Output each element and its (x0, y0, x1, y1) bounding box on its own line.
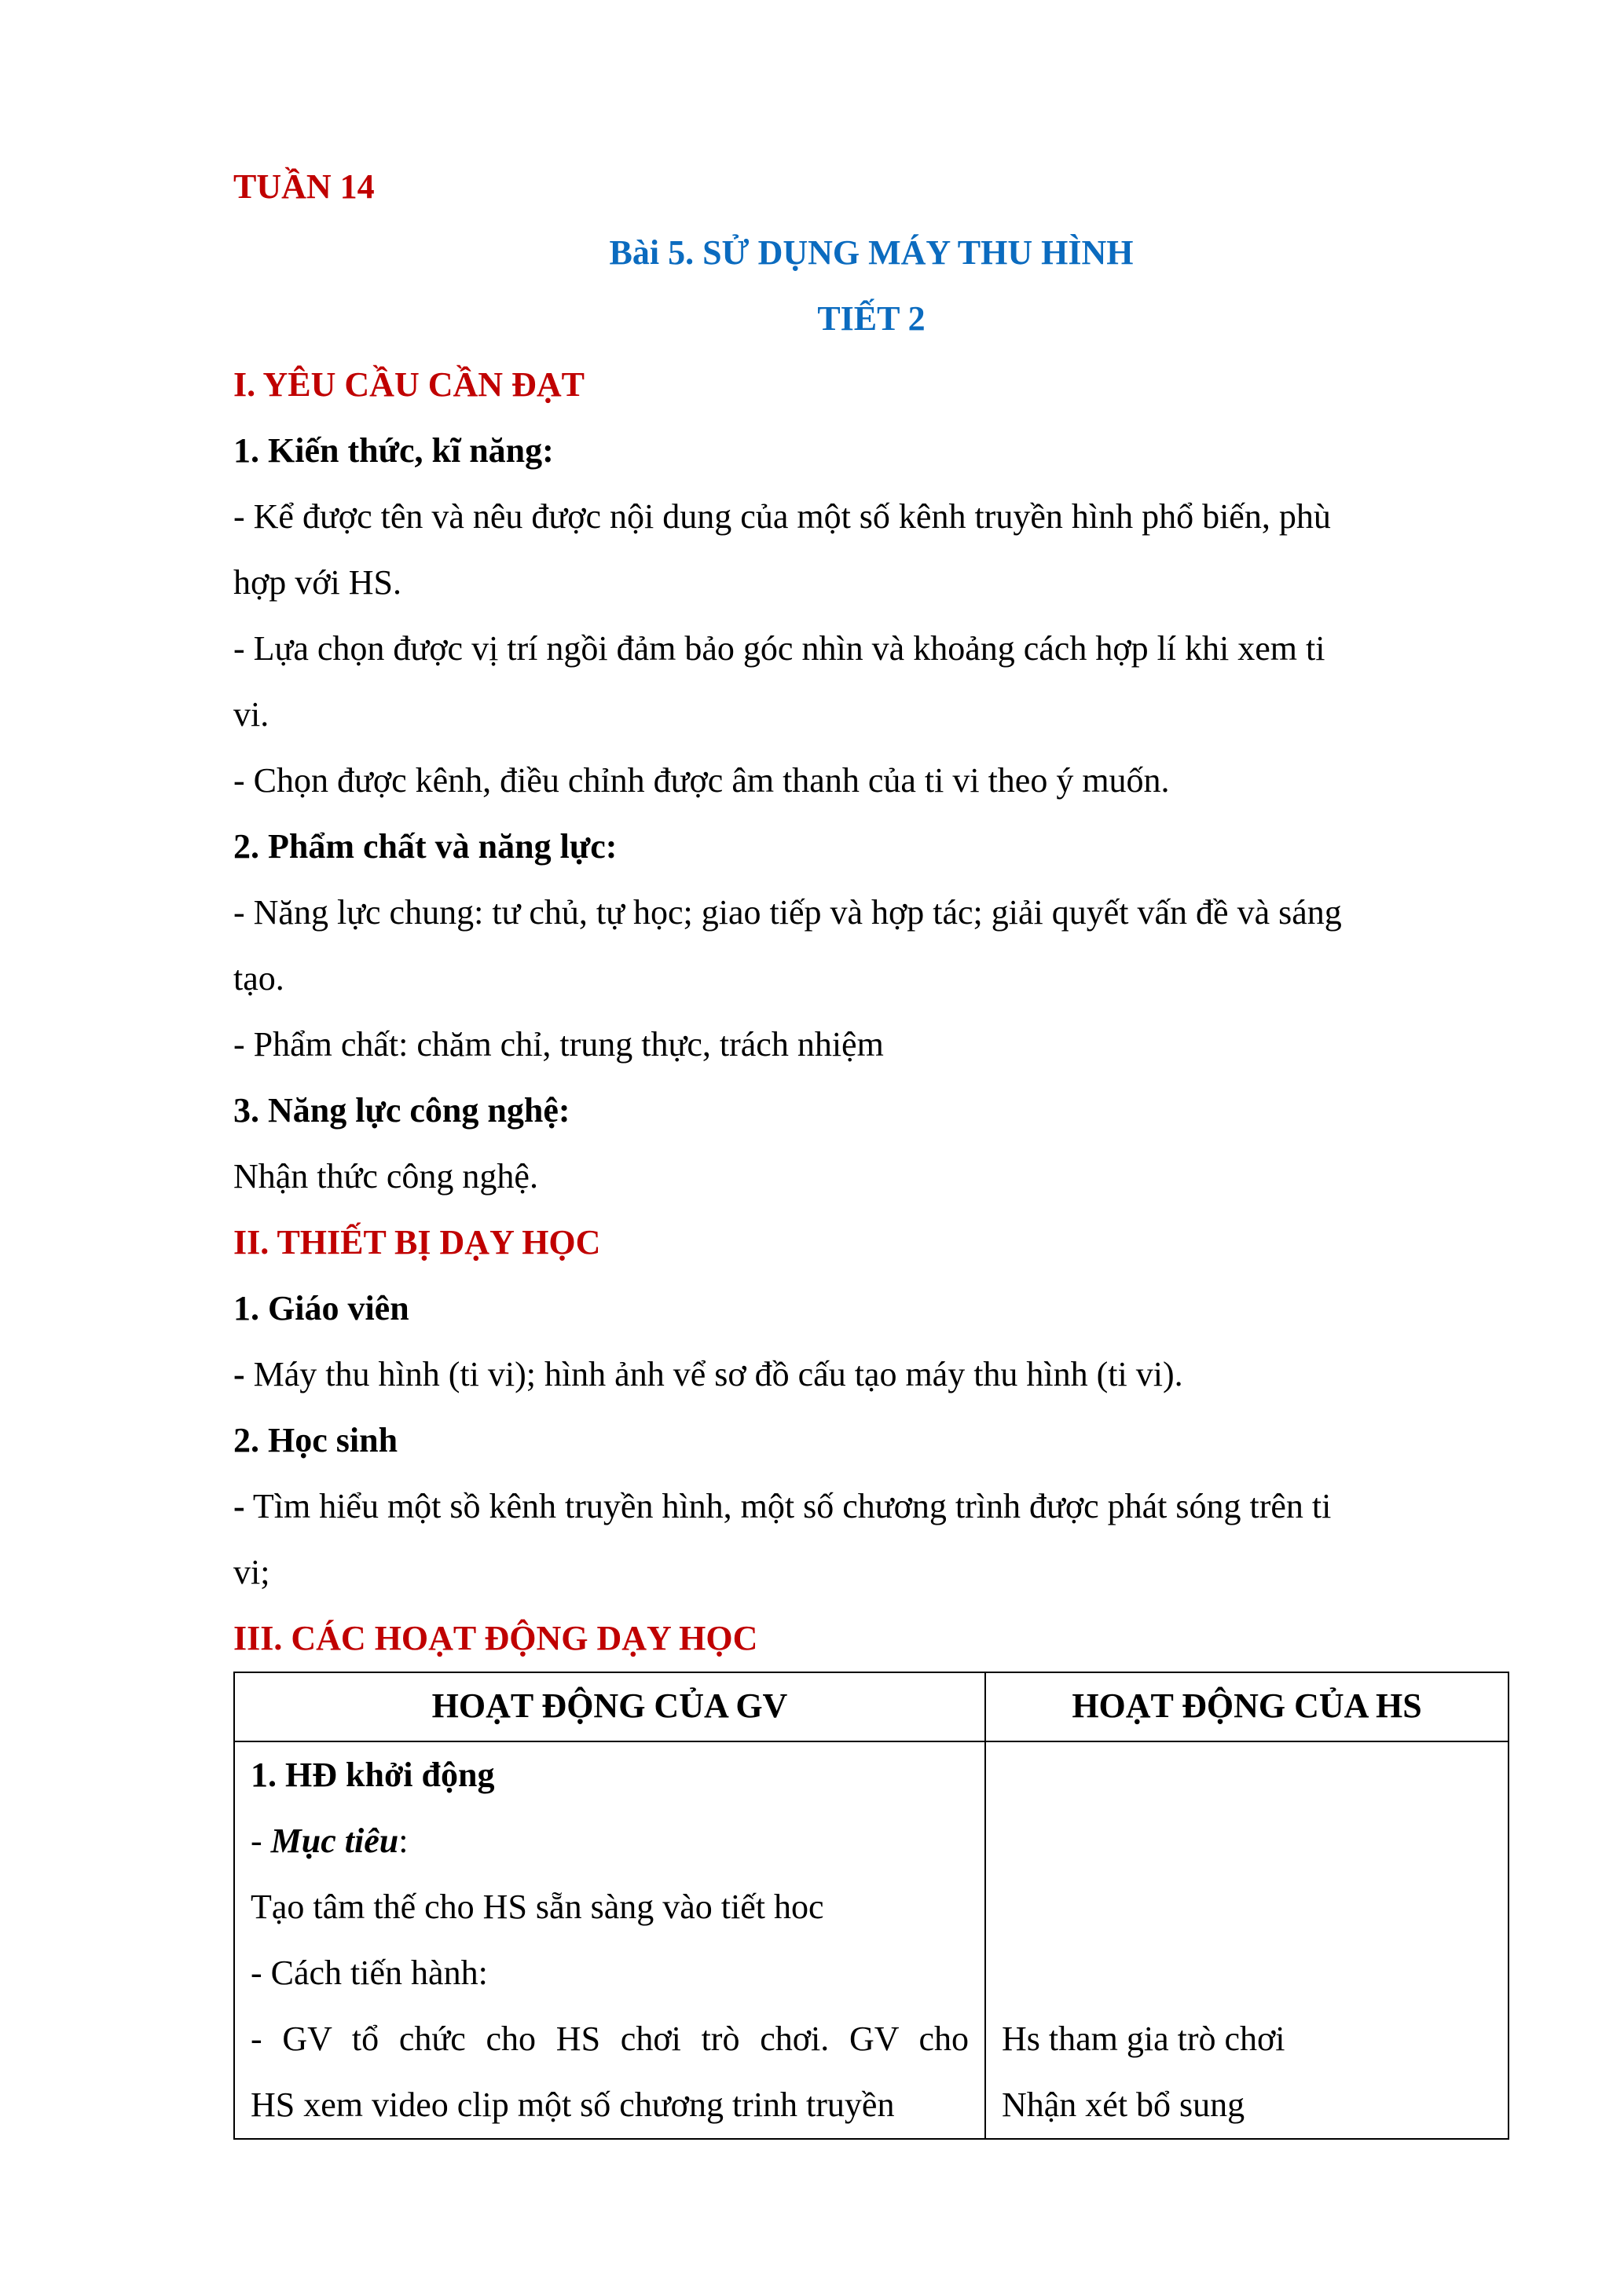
student-response-line-2: Nhận xét bổ sung (1002, 2085, 1245, 2124)
week-label: TUẦN 14 (233, 167, 375, 206)
spacer-line (1002, 1742, 1492, 1808)
student-item-text: Tìm hiểu một sồ kênh truyền hình, một số chương trình được phát sóng trên ti (244, 1487, 1332, 1525)
activity-goal-text: Tạo tâm thế cho HS sẵn sàng vào tiết hoc (251, 1888, 824, 1926)
teacher-item-dash: - (233, 1355, 245, 1393)
teacher-item-text: Máy thu hình (ti vi); hình ảnh vể sơ đồ cấu tạo máy thu hình (ti vi). (244, 1355, 1183, 1393)
knowledge-item-2-line-1: - Lựa chọn được vị trí ngồi đảm bảo góc nhìn và khoảng cách hợp lí khi xem ti (233, 629, 1325, 668)
table-row (234, 1741, 1509, 2139)
column-header-students: HOẠT ĐỘNG CỦA HS (985, 1672, 1509, 1741)
goal-label: Mục tiêu (270, 1822, 399, 1860)
goal-colon: : (398, 1822, 409, 1860)
spacer-line (1002, 1808, 1492, 1874)
quality-item-2: - Phẩm chất: chăm chỉ, trung thực, trách nhiệm (233, 1025, 884, 1064)
student-prep-item-line-1 (233, 1474, 1509, 1540)
section-heading-equipment: II. THIẾT BỊ DẠY HỌC (233, 1223, 601, 1262)
activity-method-label: - Cách tiến hành: (251, 1954, 488, 1992)
knowledge-item-3: - Chọn được kênh, điều chỉnh được âm thanh của ti vi theo ý muốn. (233, 761, 1170, 800)
subheading-qualities: 2. Phẩm chất và năng lực: (233, 827, 618, 866)
knowledge-item-1-line-1: - Kể được tên và nêu được nội dung của một số kênh truyền hình phổ biến, phù (233, 497, 1331, 536)
lesson-title: Bài 5. SỬ DỤNG MÁY THU HÌNH (609, 233, 1134, 272)
subheading-students: 2. Học sinh (233, 1421, 398, 1459)
table-header-row (234, 1672, 1509, 1741)
subheading-tech-competence: 3. Năng lực công nghệ: (233, 1091, 570, 1130)
spacer-line (1002, 1940, 1492, 2006)
subheading-knowledge-skills: 1. Kiến thức, kĩ năng: (233, 431, 554, 470)
quality-item-1-line-1: - Năng lực chung: tư chủ, tự học; giao tiếp và hợp tác; giải quyết vấn đề và sáng (233, 893, 1342, 932)
teacher-equipment-item (233, 1342, 1509, 1408)
section-heading-requirements: I. YÊU CẦU CẦN ĐẠT (233, 365, 585, 404)
document-page (233, 154, 1509, 1672)
student-response-line-1: Hs tham gia trò chơi (1002, 2020, 1285, 2058)
goal-dash: - (251, 1822, 271, 1860)
activities-table (233, 1672, 1509, 2140)
activity-step-line-2: HS xem video clip một số chương trinh truyền (251, 2085, 895, 2124)
quality-item-1-line-2: tạo. (233, 959, 284, 998)
section-heading-activities: III. CÁC HOẠT ĐỘNG DẠY HỌC (233, 1619, 758, 1657)
activity-goal-label (251, 1808, 969, 1874)
student-prep-item-line-2: vi; (233, 1553, 270, 1591)
activity-step-line-1: - GV tổ chức cho HS chơi trò chơi. GV cho (251, 2020, 969, 2058)
spacer-line (1002, 1874, 1492, 1940)
activity-title: 1. HĐ khởi động (251, 1756, 495, 1794)
knowledge-item-2-line-2: vi. (233, 695, 269, 734)
knowledge-item-1-line-2: hợp với HS. (233, 563, 402, 602)
period-label: TIẾT 2 (817, 299, 926, 338)
student-item-dash: - (233, 1487, 245, 1525)
teacher-activity-cell (234, 1741, 985, 2139)
subheading-teacher: 1. Giáo viên (233, 1289, 409, 1327)
column-header-teacher: HOẠT ĐỘNG CỦA GV (234, 1672, 985, 1741)
tech-competence-item: Nhận thức công nghệ. (233, 1157, 538, 1196)
student-activity-cell (985, 1741, 1509, 2139)
